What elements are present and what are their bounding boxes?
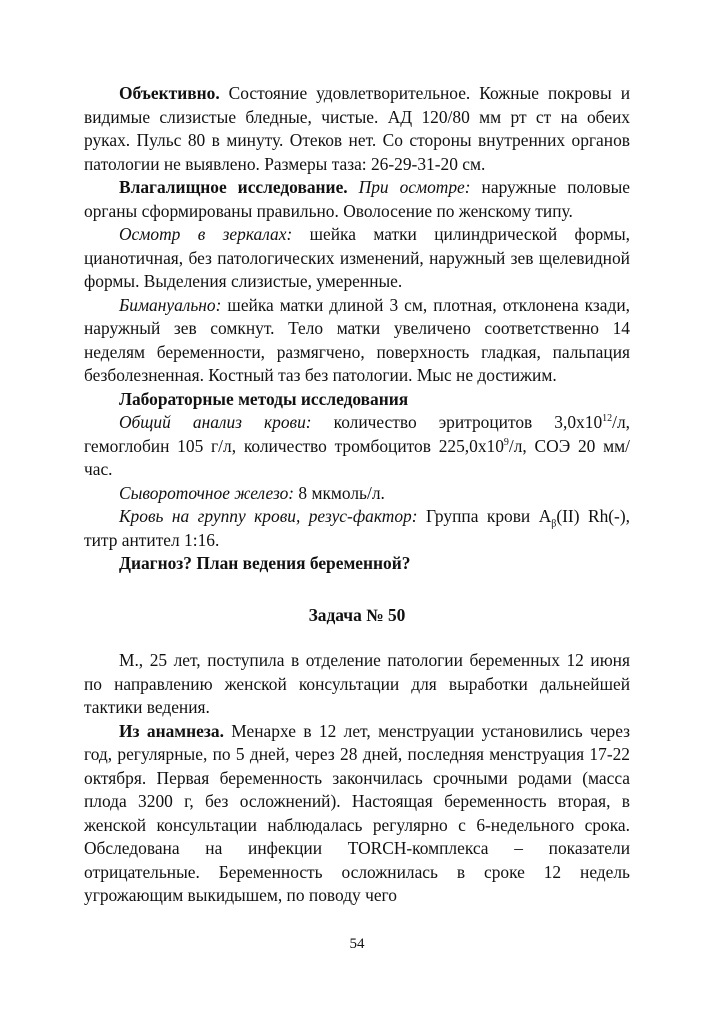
document-body (84, 82, 630, 908)
objective-label: Объективно. (119, 83, 220, 103)
objective-paragraph (84, 82, 630, 176)
anamnesis-paragraph (84, 720, 630, 908)
case-intro-paragraph: М., 25 лет, поступила в отделение патологии беременных 12 июня по направлению женской консультации для выработки дальнейшей тактики ведения. (84, 650, 630, 717)
mirror-exam-label: Осмотр в зеркалах: (119, 224, 293, 244)
blood-test-text-3: /л, СОЭ 20 мм/час. (84, 435, 630, 479)
blood-group-paragraph (84, 505, 630, 552)
blood-test-text-2: /л, гемоглобин 105 г/л, количество тромбоцитов 225,0х10 (84, 412, 630, 456)
anamnesis-label: Из анамнеза. (119, 720, 224, 741)
lab-heading (84, 388, 630, 412)
page-number: 54 (349, 936, 365, 952)
task-title: Задача № 50 (308, 604, 406, 625)
bimanual-text: шейка матки длиной 3 см, плотная, отклонена кзади, наружный зев сомкнут. Тело матки увеличено соответственно 14 неделям беременности, размягчено, поверхность гладкая, пальпация безболезненная. Костный таз без патологии. Мыс не достижим. (84, 294, 630, 385)
serum-iron-label: Сывороточное железо: (119, 482, 295, 503)
blood-group-label: Кровь на группу крови, резус-фактор: (119, 506, 418, 526)
anamnesis-text: Менархе в 12 лет, менструации установились через год, регулярные, по 5 дней, через 28 дней, последняя менструация 17-22 октября. Первая беременность закончилась срочными родами (масса плода 3200 г, без осложнений). Настоящая беременность вторая, в женской консультации наблюдалась регулярно с 6-недельного срока. Обследована на инфекции TORCH-комплекса – показатели отрицательные. Беременность осложнилась в сроке 12 недель угрожающим выкидышем, по поводу чего (84, 720, 631, 905)
vaginal-exam-text: наружные половые органы сформированы правильно. Оволосение по женскому типу. (84, 177, 630, 221)
mirror-exam-text: шейка матки цилиндрической формы, цианотичная, без патологических изменений, наружный зев щелевидной формы. Выделения слизистые, умеренные. (84, 224, 630, 291)
vaginal-exam-sublabel: При осмотре: (347, 177, 471, 197)
blood-group-sub: β (551, 518, 557, 530)
vaginal-exam-label: Влагалищное исследование. (119, 177, 348, 197)
bimanual-label: Бимануально: (119, 294, 222, 315)
mirror-exam-paragraph (84, 223, 630, 294)
lab-heading-text: Лабораторные методы исследования (119, 388, 409, 409)
objective-text: Состояние удовлетворительное. Кожные покровы и видимые слизистые бледные, чистые. АД 120/80 мм рт ст на обеих руках. Пульс 80 в минуту. Отеков нет. Со стороны внутренних органов патологии не выявлено. Размеры таза: 26-29-31-20 см. (84, 83, 630, 174)
serum-iron-text: 8 мкмоль/л. (294, 482, 385, 503)
blood-test-text-1: количество эритроцитов 3,0х10 (311, 412, 603, 432)
serum-iron-paragraph (84, 482, 630, 506)
vaginal-exam-paragraph (84, 176, 630, 223)
question-text: Диагноз? План ведения беременной? (119, 553, 411, 573)
question-paragraph (84, 552, 630, 576)
blood-test-paragraph (84, 411, 630, 482)
blood-group-text-1: Группа крови А (417, 506, 552, 526)
blood-test-sup-2: 9 (503, 436, 509, 448)
blood-test-sup-1: 12 (602, 413, 613, 425)
blood-test-label: Общий анализ крови: (119, 412, 312, 432)
blood-group-text-2: (II) Rh(-), титр антител 1:16. (84, 506, 630, 550)
bimanual-paragraph (84, 294, 630, 388)
